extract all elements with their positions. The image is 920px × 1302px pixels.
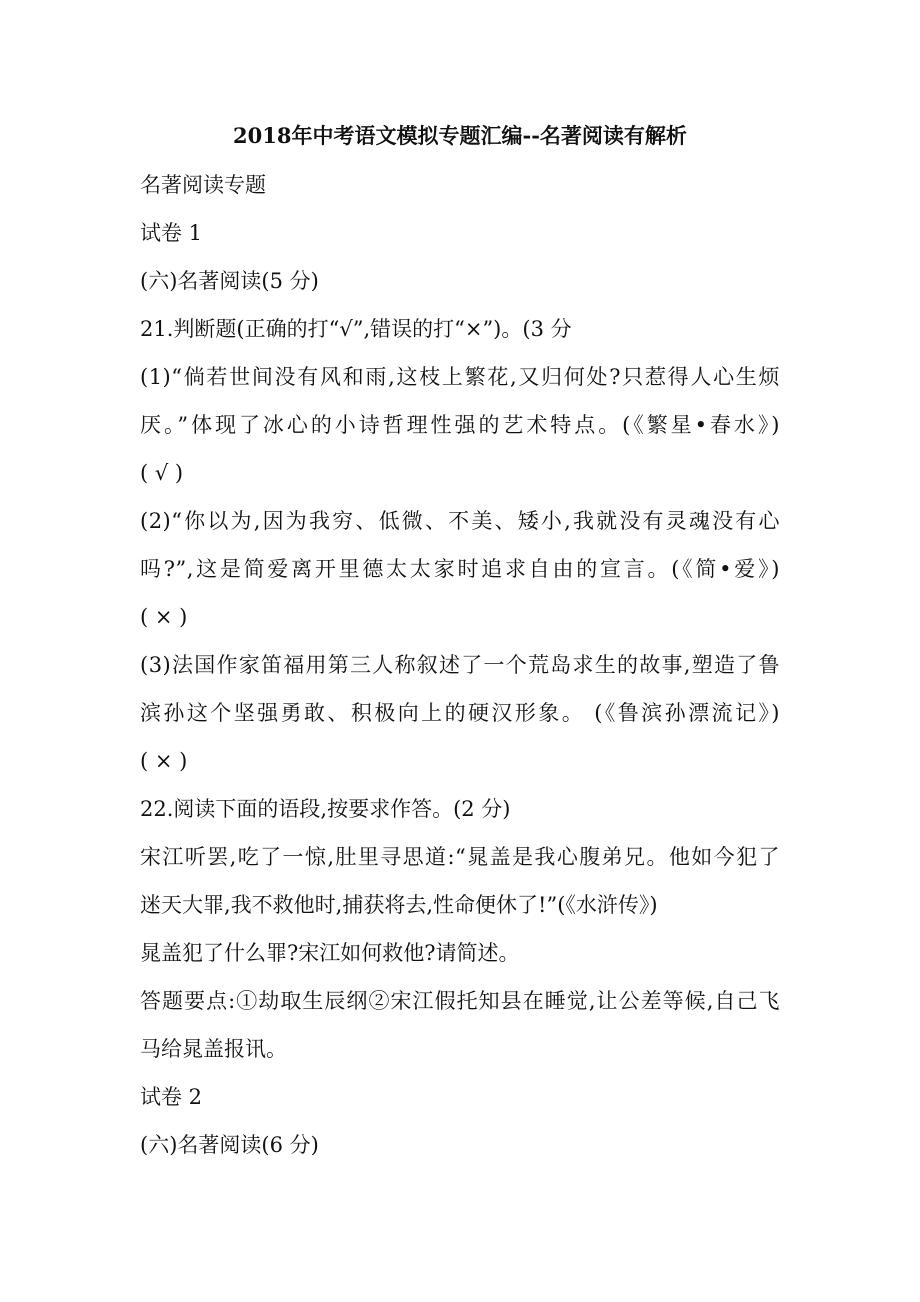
part-heading: (六)名著阅读(5 分) [140,269,319,293]
paper-label-2: 试卷 2 [140,1085,203,1109]
item-2-answer: ( × ) [140,605,188,629]
document-title: 2018年中考语文模拟专题汇编--名著阅读有解析 [233,123,687,148]
passage-text: 宋江听罢,吃了一惊,肚里寻思道:“晁盖是我心腹弟兄。他如今犯了 [140,845,780,869]
paper-label: 试卷 1 [140,221,203,245]
passage-text-cont: 迷天大罪,我不救他时,捕获将去,性命便休了!”(《水浒传》) [140,893,658,917]
item-1-text: (1)“倘若世间没有风和雨,这枝上繁花,又归何处?只惹得人心生烦 [140,365,780,389]
item-2-text: (2)“你以为,因为我穷、低微、不美、矮小,我就没有灵魂没有心 [140,509,780,533]
question-21: 21.判断题(正确的打“√”,错误的打“×”)。(3 分 [140,317,572,341]
question-22: 22.阅读下面的语段,按要求作答。(2 分) [140,797,511,821]
item-1-text-cont: 厌。”体现了冰心的小诗哲理性强的艺术特点。(《繁星•春水》) [140,413,780,437]
part-heading-2: (六)名著阅读(6 分) [140,1133,319,1157]
answer-key: 答题要点:①劫取生辰纲②宋江假托知县在睡觉,让公差等候,自己飞 [140,989,780,1013]
item-3-text: (3)法国作家笛福用第三人称叙述了一个荒岛求生的故事,塑造了鲁 [140,653,780,677]
item-3-answer: ( × ) [140,749,188,773]
item-2-text-cont: 吗?”,这是简爱离开里德太太家时追求自由的宣言。(《简•爱》) [140,557,780,581]
item-3-text-cont: 滨孙这个坚强勇敢、积极向上的硬汉形象。 (《鲁滨孙漂流记》) [140,701,780,725]
answer-key-cont: 马给晁盖报讯。 [140,1037,287,1061]
section-heading: 名著阅读专题 [140,173,266,197]
item-1-answer: ( √ ) [140,461,184,485]
question-22-prompt: 晁盖犯了什么罪?宋江如何救他?请简述。 [140,941,520,965]
